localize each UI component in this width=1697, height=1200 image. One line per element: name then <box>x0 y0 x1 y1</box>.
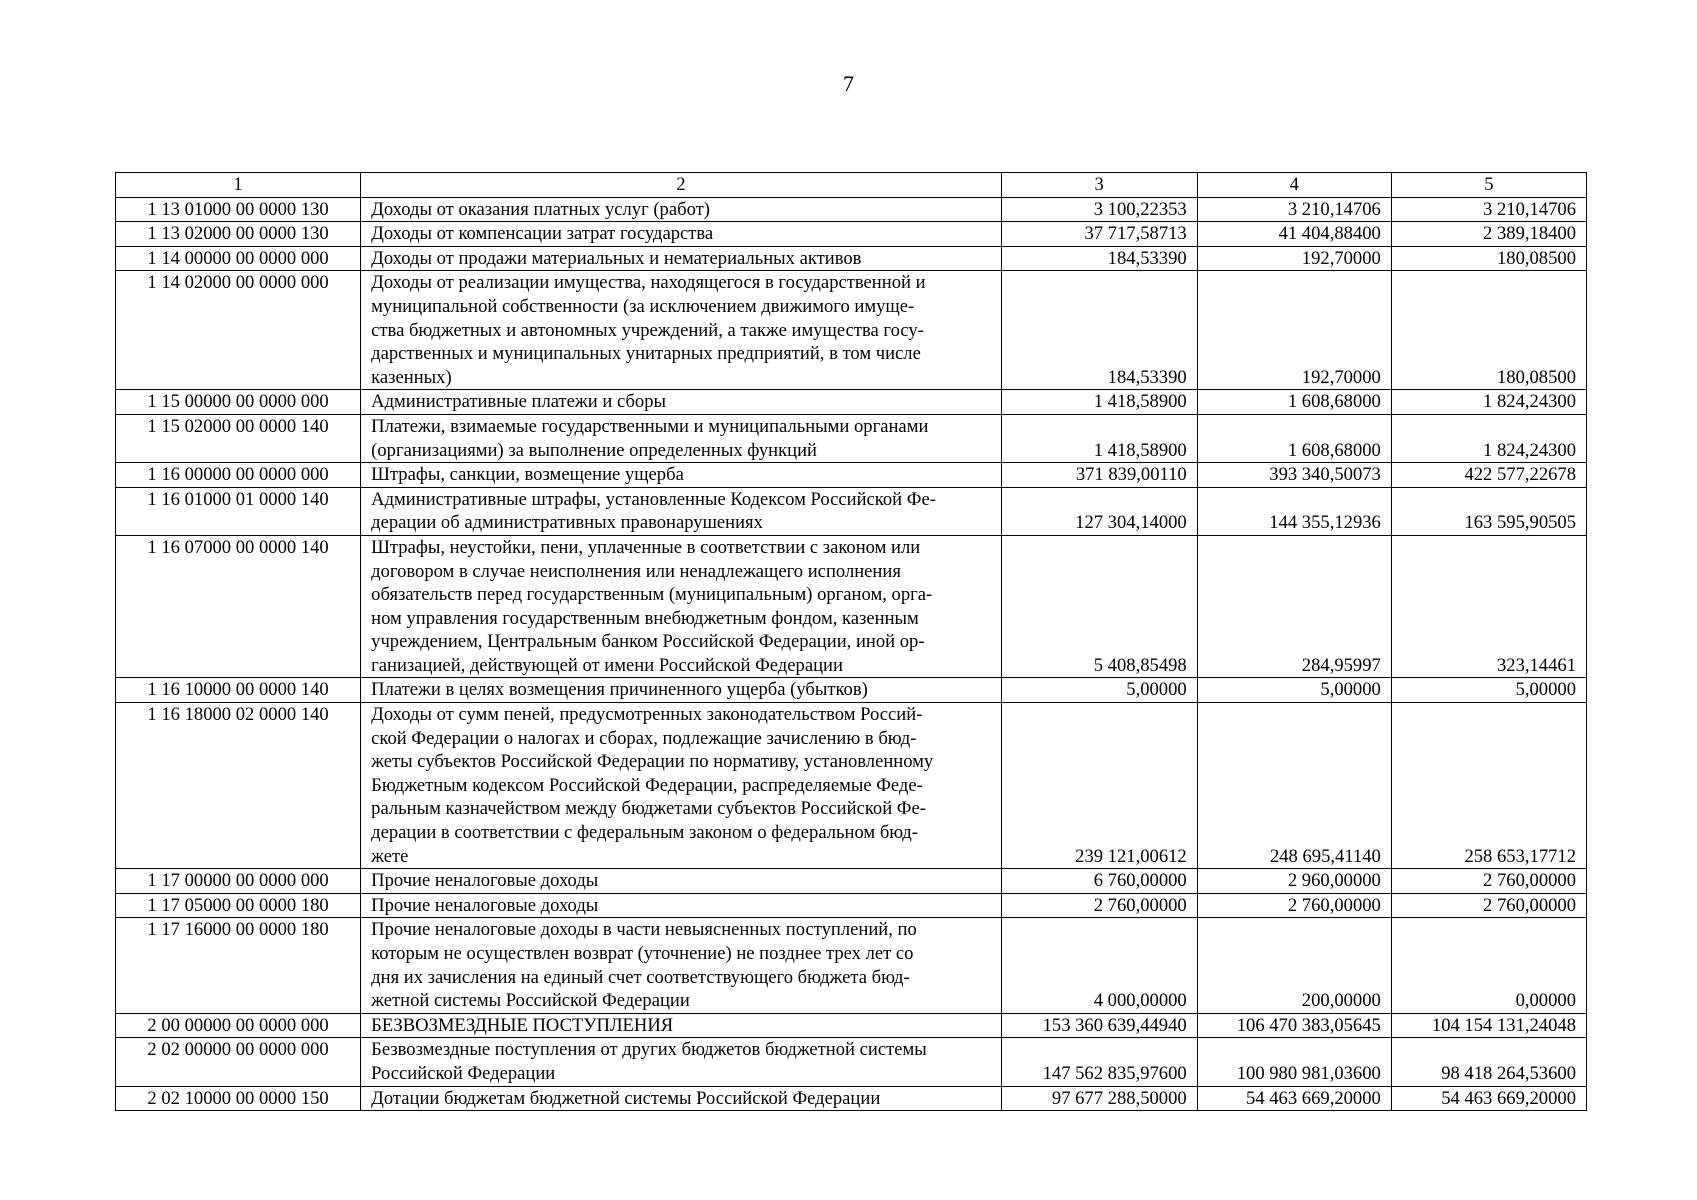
revenue-name-cell: Штрафы, неустойки, пени, уплаченные в соответствии с законом или договором в случае неисполнения или ненадлежащего исполнения обязательств перед государственным (муниципальным) органом, орга- ном управления государственным внебюджетным фондом, казенным учреждением, Центральным банком Российской Федерации, иной ор- ганизацией, действующей от имени Российской Федерации <box>361 535 1001 678</box>
amount-col4-cell: 100 980 981,03600 <box>1197 1038 1391 1086</box>
revenue-name-cell: Прочие неналоговые доходы <box>361 869 1001 894</box>
amount-col5-cell: 323,14461 <box>1391 535 1586 678</box>
amount-col5-cell: 1 824,24300 <box>1391 414 1586 462</box>
amount-col4-cell: 200,00000 <box>1197 918 1391 1013</box>
revenue-name-cell: Доходы от оказания платных услуг (работ) <box>361 197 1001 222</box>
amount-col4-cell: 284,95997 <box>1197 535 1391 678</box>
amount-col4-cell: 3 210,14706 <box>1197 197 1391 222</box>
amount-col3-cell: 153 360 639,44940 <box>1001 1013 1197 1038</box>
amount-col5-cell: 54 463 669,20000 <box>1391 1086 1586 1111</box>
revenue-name-cell: Доходы от продажи материальных и нематериальных активов <box>361 246 1001 271</box>
amount-col5-cell: 2 760,00000 <box>1391 869 1586 894</box>
amount-col4-cell: 106 470 383,05645 <box>1197 1013 1391 1038</box>
table-row <box>116 246 1587 271</box>
amount-col5-cell: 2 760,00000 <box>1391 893 1586 918</box>
table-row <box>116 703 1587 869</box>
amount-col3-cell: 3 100,22353 <box>1001 197 1197 222</box>
budget-code-cell: 1 17 00000 00 0000 000 <box>116 869 361 894</box>
amount-col3-cell: 37 717,58713 <box>1001 222 1197 247</box>
budget-code-cell: 2 02 00000 00 0000 000 <box>116 1038 361 1086</box>
amount-col4-cell: 144 355,12936 <box>1197 487 1391 535</box>
amount-col4-cell: 192,70000 <box>1197 271 1391 390</box>
amount-col5-cell: 3 210,14706 <box>1391 197 1586 222</box>
amount-col4-cell: 1 608,68000 <box>1197 390 1391 415</box>
page-number: 7 <box>843 71 854 96</box>
amount-col4-cell: 2 760,00000 <box>1197 893 1391 918</box>
amount-col3-cell: 184,53390 <box>1001 246 1197 271</box>
amount-col4-cell: 54 463 669,20000 <box>1197 1086 1391 1111</box>
budget-code-cell: 1 15 00000 00 0000 000 <box>116 390 361 415</box>
budget-code-cell: 1 16 07000 00 0000 140 <box>116 535 361 678</box>
amount-col5-cell: 0,00000 <box>1391 918 1586 1013</box>
amount-col4-cell: 41 404,88400 <box>1197 222 1391 247</box>
table-row <box>116 390 1587 415</box>
budget-code-cell: 1 13 01000 00 0000 130 <box>116 197 361 222</box>
table-row <box>116 678 1587 703</box>
amount-col4-cell: 248 695,41140 <box>1197 703 1391 869</box>
amount-col5-cell: 5,00000 <box>1391 678 1586 703</box>
amount-col4-cell: 1 608,68000 <box>1197 414 1391 462</box>
amount-col3-cell: 1 418,58900 <box>1001 414 1197 462</box>
amount-col5-cell: 104 154 131,24048 <box>1391 1013 1586 1038</box>
header-cell-2: 2 <box>361 173 1001 198</box>
table-row <box>116 918 1587 1013</box>
amount-col3-cell: 5 408,85498 <box>1001 535 1197 678</box>
amount-col3-cell: 5,00000 <box>1001 678 1197 703</box>
amount-col5-cell: 422 577,22678 <box>1391 463 1586 488</box>
table-row <box>116 1013 1587 1038</box>
table-row <box>116 463 1587 488</box>
revenue-name-cell: Доходы от компенсации затрат государства <box>361 222 1001 247</box>
amount-col3-cell: 97 677 288,50000 <box>1001 1086 1197 1111</box>
revenue-name-cell: Платежи, взимаемые государственными и муниципальными органами (организациями) за выполнение определенных функций <box>361 414 1001 462</box>
budget-code-cell: 1 16 00000 00 0000 000 <box>116 463 361 488</box>
amount-col5-cell: 180,08500 <box>1391 271 1586 390</box>
amount-col3-cell: 371 839,00110 <box>1001 463 1197 488</box>
table-header-row <box>116 173 1587 198</box>
amount-col3-cell: 4 000,00000 <box>1001 918 1197 1013</box>
amount-col5-cell: 2 389,18400 <box>1391 222 1586 247</box>
revenue-name-cell: Административные платежи и сборы <box>361 390 1001 415</box>
table-row <box>116 535 1587 678</box>
budget-code-cell: 1 16 18000 02 0000 140 <box>116 703 361 869</box>
budget-code-cell: 1 15 02000 00 0000 140 <box>116 414 361 462</box>
amount-col3-cell: 147 562 835,97600 <box>1001 1038 1197 1086</box>
table-row <box>116 1038 1587 1086</box>
revenue-name-cell: Штрафы, санкции, возмещение ущерба <box>361 463 1001 488</box>
budget-code-cell: 1 14 00000 00 0000 000 <box>116 246 361 271</box>
amount-col3-cell: 239 121,00612 <box>1001 703 1197 869</box>
revenue-name-cell: Прочие неналоговые доходы в части невыясненных поступлений, по которым не осуществлен возврат (уточнение) не позднее трех лет со дня их зачисления на единый счет соответствующего бюджета бюд- жетной системы Российской Федерации <box>361 918 1001 1013</box>
budget-code-cell: 1 16 10000 00 0000 140 <box>116 678 361 703</box>
amount-col5-cell: 258 653,17712 <box>1391 703 1586 869</box>
revenue-name-cell: Прочие неналоговые доходы <box>361 893 1001 918</box>
amount-col3-cell: 1 418,58900 <box>1001 390 1197 415</box>
budget-code-cell: 1 13 02000 00 0000 130 <box>116 222 361 247</box>
budget-code-cell: 1 17 05000 00 0000 180 <box>116 893 361 918</box>
revenue-name-cell: Доходы от сумм пеней, предусмотренных законодательством Россий- ской Федерации о налогах и сборах, подлежащие зачислению в бюд- жеты субъектов Российской Федерации по нормативу, установленному Бюджетным кодексом Российской Федерации, распределяемые Феде- ральным казначейством между бюджетами субъектов Российской Фе- дерации в соответствии с федеральным законом о федеральном бюд- жете <box>361 703 1001 869</box>
amount-col4-cell: 393 340,50073 <box>1197 463 1391 488</box>
table-row <box>116 222 1587 247</box>
amount-col3-cell: 2 760,00000 <box>1001 893 1197 918</box>
amount-col5-cell: 163 595,90505 <box>1391 487 1586 535</box>
revenue-name-cell: Безвозмездные поступления от других бюджетов бюджетной системы Российской Федерации <box>361 1038 1001 1086</box>
amount-col4-cell: 5,00000 <box>1197 678 1391 703</box>
budget-code-cell: 2 00 00000 00 0000 000 <box>116 1013 361 1038</box>
table-row <box>116 414 1587 462</box>
amount-col3-cell: 184,53390 <box>1001 271 1197 390</box>
header-cell-1: 1 <box>116 173 361 198</box>
amount-col4-cell: 192,70000 <box>1197 246 1391 271</box>
budget-code-cell: 1 17 16000 00 0000 180 <box>116 918 361 1013</box>
amount-col5-cell: 1 824,24300 <box>1391 390 1586 415</box>
amount-col3-cell: 6 760,00000 <box>1001 869 1197 894</box>
header-cell-5: 5 <box>1391 173 1586 198</box>
amount-col5-cell: 180,08500 <box>1391 246 1586 271</box>
table-row <box>116 893 1587 918</box>
table-row <box>116 487 1587 535</box>
table-body <box>116 173 1587 1111</box>
revenue-name-cell: Доходы от реализации имущества, находящегося в государственной и муниципальной собственности (за исключением движимого имуще- ства бюджетных и автономных учреждений, а также имущества госу- дарственных и муниципальных унитарных предприятий, в том числе казенных) <box>361 271 1001 390</box>
amount-col5-cell: 98 418 264,53600 <box>1391 1038 1586 1086</box>
revenue-name-cell: БЕЗВОЗМЕЗДНЫЕ ПОСТУПЛЕНИЯ <box>361 1013 1001 1038</box>
budget-code-cell: 1 14 02000 00 0000 000 <box>116 271 361 390</box>
budget-revenue-table <box>115 172 1587 1111</box>
header-cell-3: 3 <box>1001 173 1197 198</box>
table-row <box>116 1086 1587 1111</box>
amount-col4-cell: 2 960,00000 <box>1197 869 1391 894</box>
budget-code-cell: 2 02 10000 00 0000 150 <box>116 1086 361 1111</box>
header-cell-4: 4 <box>1197 173 1391 198</box>
amount-col3-cell: 127 304,14000 <box>1001 487 1197 535</box>
table-row <box>116 197 1587 222</box>
table-row <box>116 271 1587 390</box>
budget-code-cell: 1 16 01000 01 0000 140 <box>116 487 361 535</box>
table-row <box>116 869 1587 894</box>
revenue-name-cell: Платежи в целях возмещения причиненного ущерба (убытков) <box>361 678 1001 703</box>
revenue-name-cell: Административные штрафы, установленные Кодексом Российской Фе- дерации об административных правонарушениях <box>361 487 1001 535</box>
revenue-name-cell: Дотации бюджетам бюджетной системы Российской Федерации <box>361 1086 1001 1111</box>
